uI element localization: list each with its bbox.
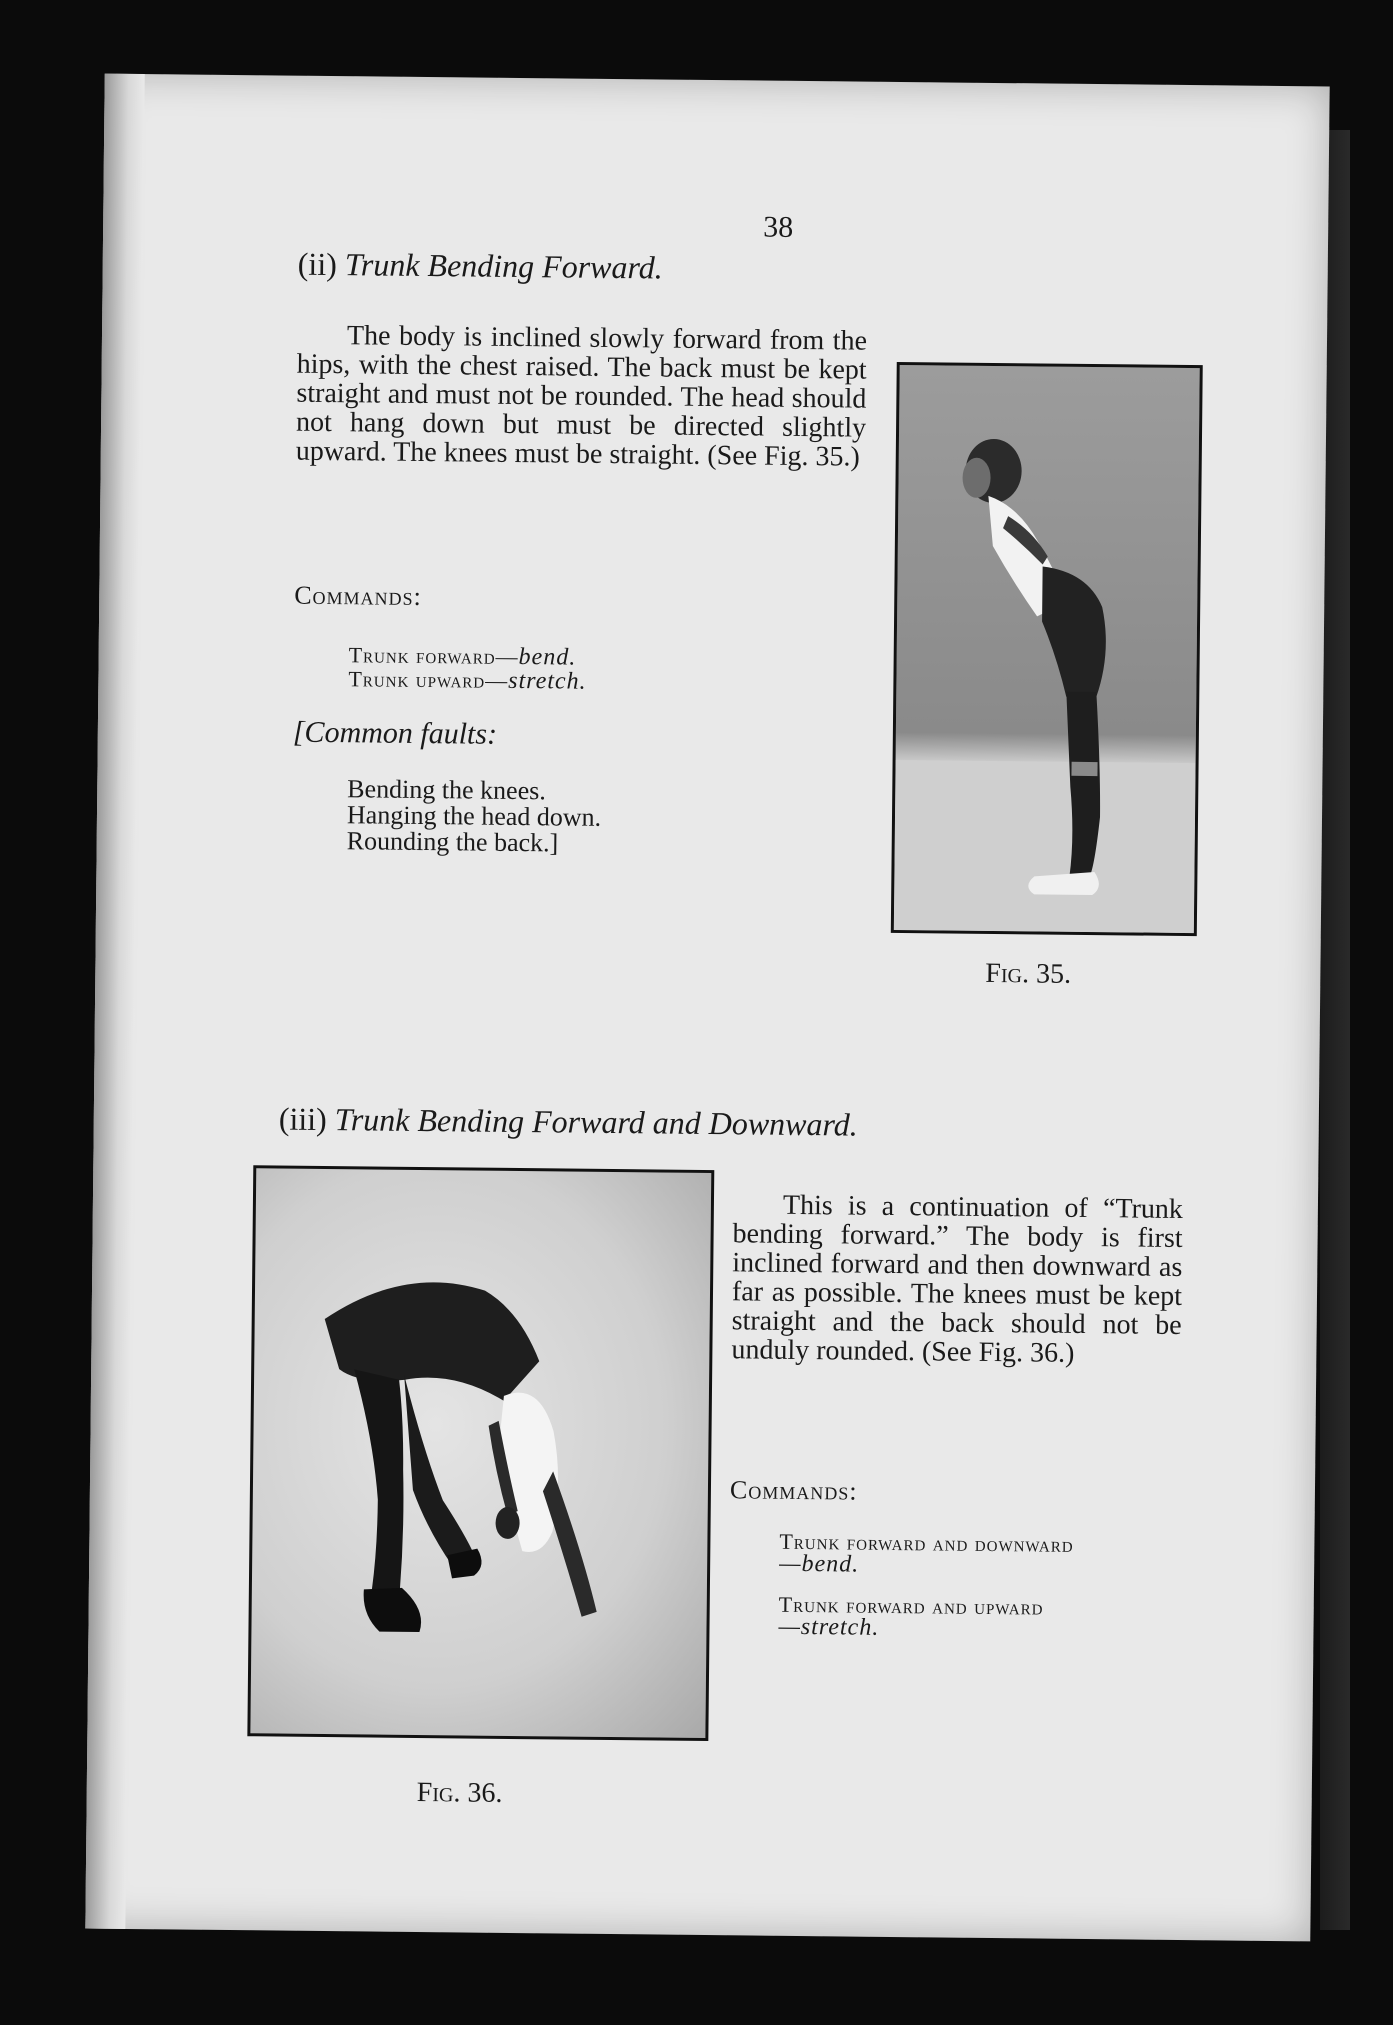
command-text: Trunk forward and downward [779, 1528, 1074, 1557]
command-verb: stretch. [508, 667, 587, 695]
section-iii-paragraph: This is a continuation of “Trunk bending forward.” The body is first inclined forward and then downward as far as possible. The knees must be kept straight and the back should not be unduly rounded. (See Fig. 36.) [731, 1189, 1184, 1369]
command-verb: —bend. [779, 1550, 860, 1578]
section-ii-command-2 [348, 666, 587, 695]
section-ii-command-1 [348, 642, 577, 671]
section-ii-title: Trunk Bending Forward. [344, 246, 663, 286]
page-number: 38 [763, 210, 794, 244]
page-spine-shadow [85, 74, 144, 1929]
common-faults-title: [Common faults: [292, 715, 498, 751]
fault-item: Bending the knees. [347, 774, 546, 806]
section-ii-heading [298, 246, 663, 287]
figure-36-photo [247, 1165, 714, 1741]
section-ii-number: (ii) [297, 245, 338, 283]
figure-36-silhouette [250, 1168, 711, 1738]
book-page [85, 74, 1329, 1942]
section-iii-command-2 [778, 1591, 1178, 1642]
section-iii-command-1 [779, 1528, 1179, 1579]
command-text: Trunk forward and upward [778, 1591, 1044, 1620]
section-iii-commands-label: Commands: [729, 1475, 858, 1506]
section-iii-heading [279, 1101, 858, 1144]
command-verb: bend. [518, 644, 577, 671]
command-text: Trunk forward— [348, 642, 519, 670]
fault-item: Hanging the head down. [346, 800, 602, 832]
section-iii-number: (iii) [278, 1100, 327, 1138]
figure-35-silhouette [894, 365, 1200, 933]
fault-item: Rounding the back.] [346, 826, 559, 858]
command-text: Trunk upward— [348, 666, 509, 693]
command-verb: —stretch. [778, 1613, 880, 1641]
figure-35-caption: Fig. 35. [985, 957, 1072, 990]
section-ii-commands-label: Commands: [294, 580, 423, 611]
section-iii-title: Trunk Bending Forward and Downward. [334, 1101, 858, 1143]
figure-36-caption: Fig. 36. [416, 1776, 503, 1809]
section-ii-paragraph: The body is inclined slowly forward from the hips, with the chest raised. The back must be kept straight and must not be rounded. The head should not hang down but must be directed slightly upward. The knees must be straight. (See Fig. 35.) [295, 320, 868, 473]
figure-35-photo [891, 362, 1203, 936]
